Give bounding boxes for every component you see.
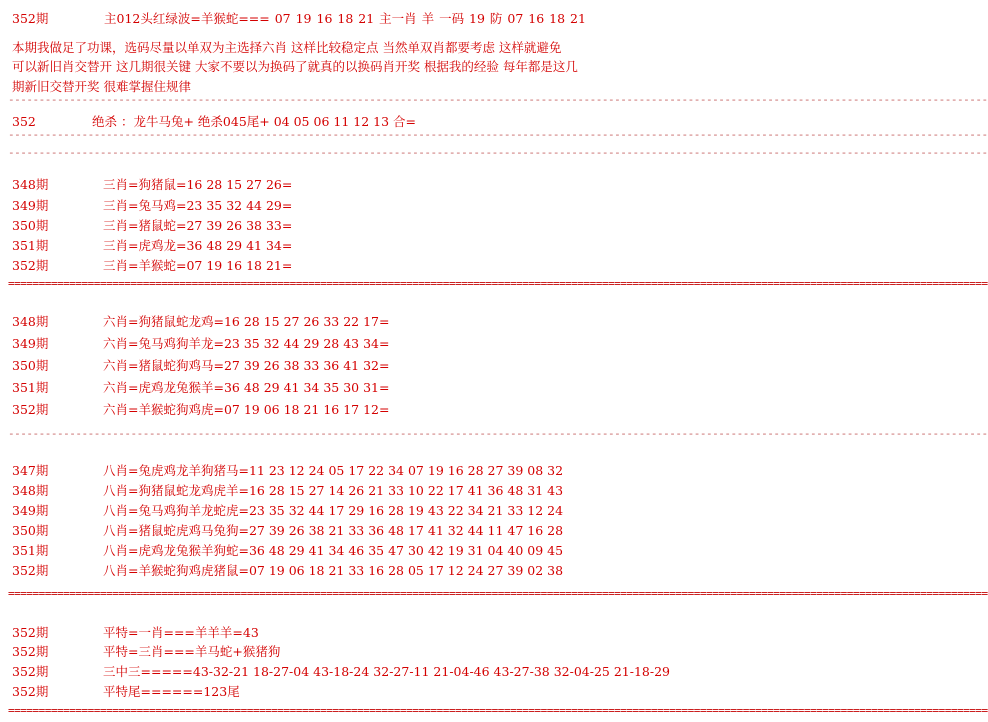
prediction-text: 六肖=猪鼠蛇狗鸡马=27 39 26 38 33 36 41 32= <box>103 358 390 373</box>
period-label: 348期 <box>12 314 49 329</box>
period-label: 351期 <box>12 238 49 253</box>
list-item <box>0 313 812 331</box>
list-item <box>0 237 812 255</box>
prediction-text: 六肖=虎鸡龙兔猴羊=36 48 29 41 34 35 30 31= <box>103 380 390 395</box>
list-item <box>0 257 812 275</box>
period-label: 352期 <box>12 664 49 679</box>
period-label: 348期 <box>12 483 49 498</box>
period-label: 349期 <box>12 336 49 351</box>
prediction-text: 八肖=兔马鸡狗羊龙蛇虎=23 35 32 44 17 29 16 28 19 43 22 34 21 33 12 24 <box>103 503 564 518</box>
period-label: 352期 <box>12 684 49 699</box>
period-label: 348期 <box>12 177 49 192</box>
list-item <box>0 401 812 419</box>
prediction-text: 三中三=====43-32-21 18-27-04 43-18-24 32-27-11 21-04-46 43-27-38 32-04-25 21-18-29 <box>103 664 670 679</box>
divider-equals: ================================================================================================================================================================ <box>8 277 988 290</box>
period-label: 352期 <box>12 563 49 578</box>
list-item <box>0 643 812 661</box>
prediction-text: 八肖=猪鼠蛇虎鸡马兔狗=27 39 26 38 21 33 36 48 17 41 32 44 11 47 16 28 <box>103 523 564 538</box>
period-label: 350期 <box>12 523 49 538</box>
list-item <box>0 462 812 480</box>
prediction-text: 六肖=羊猴蛇狗鸡虎=07 19 06 18 21 16 17 12= <box>103 402 390 417</box>
prediction-text: 三肖=狗猪鼠=16 28 15 27 26= <box>103 177 293 192</box>
list-item <box>0 522 812 540</box>
period-label: 352期 <box>12 258 49 273</box>
divider-equals: ================================================================================================================================================================ <box>8 587 988 600</box>
prediction-text: 三肖=羊猴蛇=07 19 16 18 21= <box>103 258 293 273</box>
kill-text: 绝杀 ：龙牛马兔+ 绝杀045尾+ 04 05 06 11 12 13 合= <box>92 114 416 129</box>
period-label: 352期 <box>12 625 49 640</box>
list-item <box>0 482 812 500</box>
prediction-text: 平特尾======123尾 <box>103 684 240 699</box>
divider-dash: ---------------------------------------------------------------------------------------------------------------------------------------------------------------- <box>8 93 988 106</box>
prediction-text: 平特=一肖===羊羊羊=43 <box>103 625 259 640</box>
period-label: 351期 <box>12 380 49 395</box>
period-label: 350期 <box>12 358 49 373</box>
list-item <box>0 217 812 235</box>
list-item <box>0 379 812 397</box>
list-item <box>0 562 812 580</box>
header-period: 352期 <box>12 11 49 26</box>
list-item <box>0 197 812 215</box>
period-label: 352期 <box>12 402 49 417</box>
period-label: 352期 <box>12 644 49 659</box>
period-label: 349期 <box>12 198 49 213</box>
prediction-text: 八肖=狗猪鼠蛇龙鸡虎羊=16 28 15 27 14 26 21 33 10 22 17 41 36 48 31 43 <box>103 483 564 498</box>
list-item <box>0 335 812 353</box>
prediction-text: 八肖=羊猴蛇狗鸡虎猪鼠=07 19 06 18 21 33 16 28 05 17 12 24 27 39 02 38 <box>103 563 564 578</box>
prediction-text: 八肖=虎鸡龙兔猴羊狗蛇=36 48 29 41 34 46 35 47 30 42 19 31 04 40 09 45 <box>103 543 564 558</box>
prediction-text: 八肖=兔虎鸡龙羊狗猪马=11 23 12 24 05 17 22 34 07 19 16 28 27 39 08 32 <box>103 463 564 478</box>
period-label: 347期 <box>12 463 49 478</box>
intro-line-1: 本期我做足了功课，选码尽量以单双为主选择六肖 这样比较稳定点 当然单双肖都要考虑 这样就避免 <box>12 40 562 55</box>
prediction-text: 三肖=虎鸡龙=36 48 29 41 34= <box>103 238 293 253</box>
list-item <box>0 542 812 560</box>
intro-line-3: 期新旧交替开奖 很难掌握住规律 <box>12 79 191 94</box>
header-main-line: 主012头红绿波=羊猴蛇=== 07 19 16 18 21 主一肖 羊 一码 19 防 07 16 18 21 <box>104 11 586 26</box>
intro-line-2: 可以新旧肖交替开 这几期很关键 大家不要以为换码了就真的以换码肖开奖 根据我的经验 每年都是这几 <box>12 59 578 74</box>
list-item <box>0 502 812 520</box>
divider-equals: ================================================================================================================================================================ <box>8 704 988 717</box>
list-item <box>0 683 812 701</box>
prediction-text: 平特=三肖===羊马蛇+猴猪狗 <box>103 644 281 659</box>
prediction-text: 六肖=兔马鸡狗羊龙=23 35 32 44 29 28 43 34= <box>103 336 390 351</box>
period-label: 350期 <box>12 218 49 233</box>
period-label: 349期 <box>12 503 49 518</box>
kill-period: 352 <box>12 114 36 129</box>
list-item <box>0 624 812 642</box>
list-item <box>0 663 812 681</box>
period-label: 351期 <box>12 543 49 558</box>
divider-dash: ---------------------------------------------------------------------------------------------------------------------------------------------------------------- <box>8 128 988 141</box>
prediction-text: 三肖=猪鼠蛇=27 39 26 38 33= <box>103 218 293 233</box>
prediction-text: 三肖=兔马鸡=23 35 32 44 29= <box>103 198 293 213</box>
divider-dash: ---------------------------------------------------------------------------------------------------------------------------------------------------------------- <box>8 146 988 159</box>
divider-dash: ---------------------------------------------------------------------------------------------------------------------------------------------------------------- <box>8 427 988 440</box>
list-item <box>0 357 812 375</box>
prediction-text: 六肖=狗猪鼠蛇龙鸡=16 28 15 27 26 33 22 17= <box>103 314 390 329</box>
list-item <box>0 176 812 194</box>
